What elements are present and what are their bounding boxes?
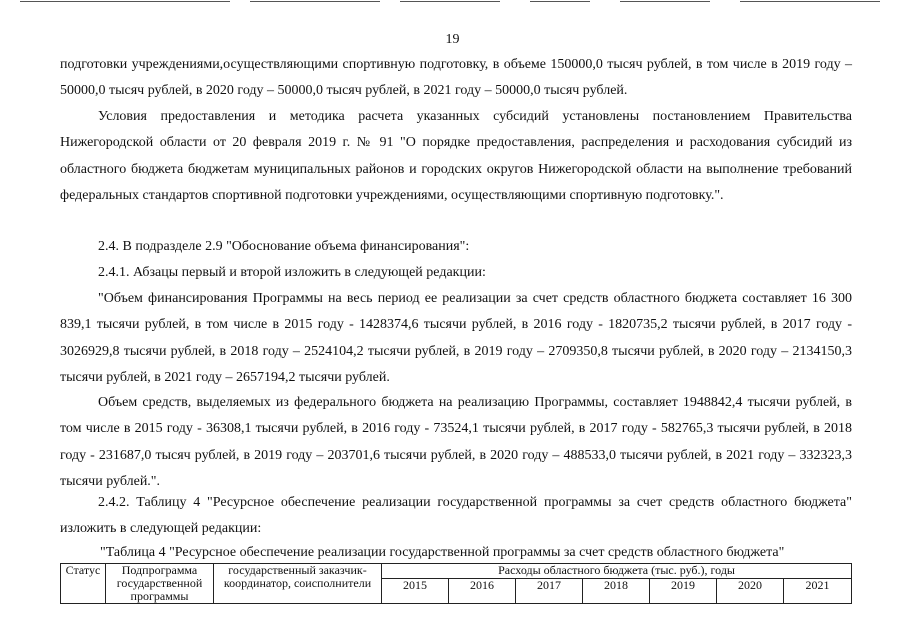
paragraph-2: Условия предоставления и методика расчета указанных субсидий установлены постановлением Правительства Нижегородской области от 20 февраля 2019 г. № 91 "О порядке предоставления, распределения и расходования субсидий из областного бюджета бюджетам муниципальных районов и городских округов Нижегородской области на выполнение требований федеральных стандартов спортивной подготовки учреждениями, осуществляющими спортивную подготовку.".: [60, 109, 852, 204]
paragraph-7: 2.4.2. Таблицу 4 "Ресурсное обеспечение реализации государственной программы за счет средств областного бюджета" изложить в следующей редакции:: [60, 495, 852, 537]
resource-table: [60, 563, 852, 604]
header-status: Статус: [61, 564, 106, 604]
table-header-row: [61, 564, 852, 579]
year-2020: 2020: [717, 579, 784, 604]
paragraph-6: Объем средств, выделяемых из федерального бюджета на реализацию Программы, составляет 1948842,4 тысячи рублей, в том числе в 2015 году - 36308,1 тысячи рублей, в 2016 году - 73524,1 тысячи рублей, в 2017 году - 582765,3 тысячи рублей, в 2018 году - 231687,0 тысяч рублей, в 2019 году – 203701,6 тысячи рублей, в 2020 году – 488533,0 тысячи рублей, в 2021 году – 332323,3 тысячи рублей.".: [60, 395, 852, 490]
table-caption: "Таблица 4 "Ресурсное обеспечение реализации государственной программы за счет средств областного бюджета": [100, 545, 785, 560]
paragraph-4: 2.4.1. Абзацы первый и второй изложить в следующей редакции:: [98, 265, 486, 280]
header-subprogram: Подпрограмма государственной программы: [106, 564, 214, 604]
page-number: 19: [445, 32, 460, 47]
year-2015: 2015: [382, 579, 449, 604]
paragraph-3: 2.4. В подразделе 2.9 "Обоснование объема финансирования":: [98, 239, 470, 254]
year-2019: 2019: [650, 579, 717, 604]
year-2017: 2017: [516, 579, 583, 604]
paragraph-5: "Объем финансирования Программы на весь период ее реализации за счет средств областного бюджета составляет 16 300 839,1 тысячи рублей, в том числе в 2015 году - 1428374,6 тысячи рублей, в 2016 году - 1820735,2 тысячи рублей, в 2017 году - 3026929,8 тысячи рублей, в 2018 году – 2524104,2 тысячи рублей, в 2019 году – 2709350,8 тысячи рублей, в 2020 году – 2134150,3 тысячи рублей, в 2021 году – 2657194,2 тысячи рублей.: [60, 291, 852, 386]
year-2018: 2018: [583, 579, 650, 604]
year-2016: 2016: [449, 579, 516, 604]
header-expenses: Расходы областного бюджета (тыс. руб.), годы: [382, 564, 852, 579]
top-page-edge: [0, 0, 905, 3]
year-2021: 2021: [784, 579, 852, 604]
header-customer: государственный заказчик-координатор, соисполнители: [214, 564, 382, 604]
paragraph-1: подготовки учреждениями,осуществляющими спортивную подготовку, в объеме 150000,0 тысяч рублей, в том числе в 2019 году – 50000,0 тысяч рублей, в 2020 году – 50000,0 тысяч рублей, в 2021 году – 50000,0 тысяч рублей.: [60, 57, 852, 99]
